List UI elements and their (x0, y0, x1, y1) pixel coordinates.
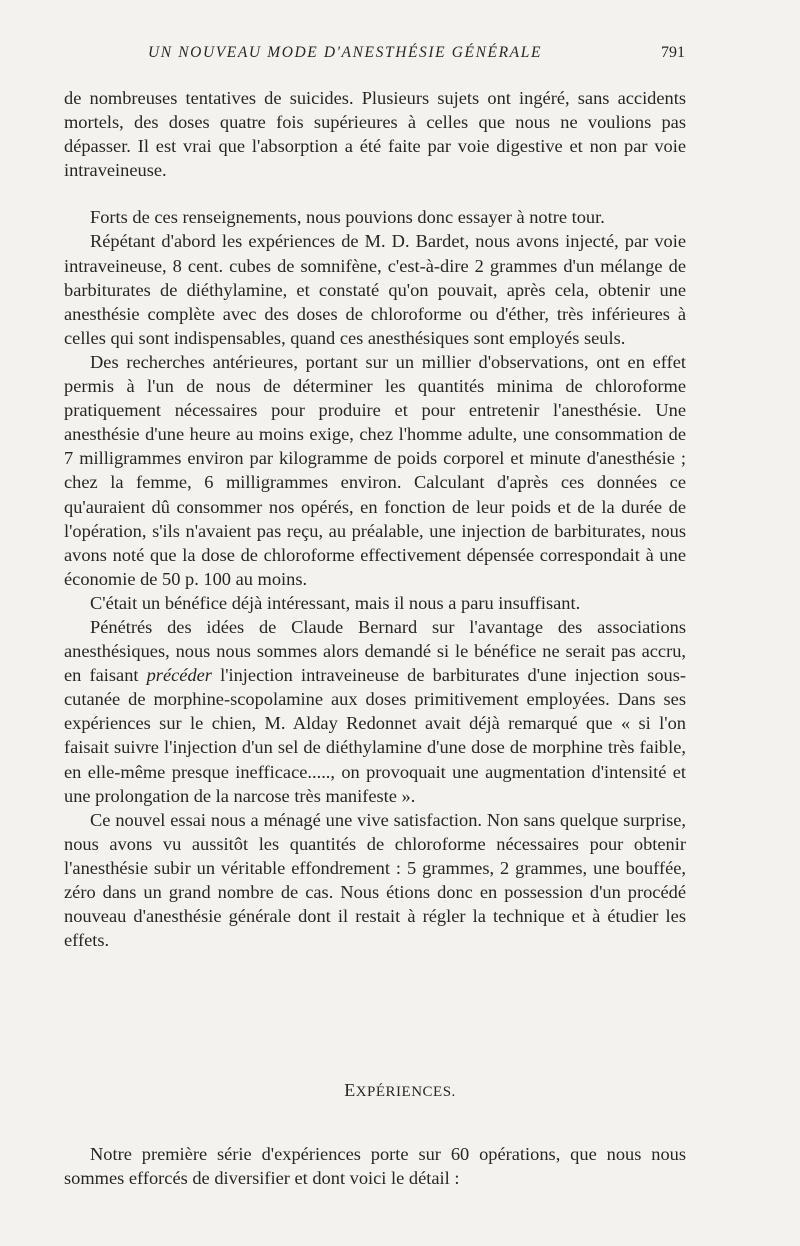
paragraph-6-part-2: l'injection intraveineuse de barbiturates d'une injection sous-cutanée de morphine-scopolamine aux doses primitivement employées. Dans ses expériences sur le chien, M. Alday Redonnet avait déjà remarqué que « si l'on faisait suivre l'injection d'un sel de diéthylamine d'une dose de morphine très faible, en elle-même presque inefficace....., on provoquait une augmentation d'intensité et une prolongation de la narcose très manifeste ». (64, 665, 686, 806)
paragraph-6 (64, 615, 686, 808)
closing-text (64, 1142, 686, 1190)
paragraph-2: Forts de ces renseignements, nous pouvions donc essayer à notre tour. (90, 207, 605, 228)
paragraph-7: Ce nouvel essai nous a ménagé une vive satisfaction. Non sans quelque surprise, nous avons vu aussitôt les quantités de chloroforme nécessaires pour obtenir l'anesthésie subir un véritable effondrement : 5 grammes, 2 grammes, une bouffée, zéro dans un grand nombre de cas. Nous étions donc en possession d'un procédé nouveau d'anesthésie générale dont il restait à régler la technique et à étudier les effets. (64, 809, 686, 951)
section-title (0, 1080, 800, 1101)
paragraph-6-part-1: Pénétrés des idées de Claude Bernard sur l'avantage des associations anesthésiques, nous nous sommes alors demandé si le bénéfice ne serait pas accru, en faisant (64, 616, 686, 686)
running-header: UN NOUVEAU MODE D'ANESTHÉSIE GÉNÉRALE (148, 44, 543, 61)
paragraph-8: Notre première série d'expériences porte sur 60 opérations, que nous nous sommes efforcés de diversifier et dont voici le détail : (64, 1144, 686, 1189)
emphasis-precéder: précéder (146, 665, 212, 686)
paragraph-3: Répétant d'abord les expériences de M. D. Bardet, nous avons injecté, par voie intraveineuse, 8 cent. cubes de somnifène, c'est-à-dire 2 grammes d'un mélange de barbiturates de diéthylamine, et constaté qu'on pouvait, après cela, obtenir une anesthésie complète avec des doses de chloroforme ou d'éther, très inférieures à celles qui sont indispensables, quand ces anesthésiques sont employés seuls. (64, 231, 686, 348)
paragraph-5: C'était un bénéfice déjà intéressant, mais il nous a paru insuffisant. (90, 592, 581, 613)
paragraph-4: Des recherches antérieures, portant sur un millier d'observations, ont en effet permis à l'un de nous de déterminer les quantités minima de chloroforme pratiquement nécessaires pour produire et pour entretenir l'anesthésie. Une anesthésie d'une heure au moins exige, chez l'homme adulte, une consommation de 7 milligrammes environ par kilogramme de poids corporel et minute d'anesthésie ; chez la femme, 6 milligrammes environ. Calculant d'après ces données ce qu'auraient dû consommer nos opérés, en fonction de leur poids et de la durée de l'opération, s'ils n'avaient pas reçu, au préalable, une injection de barbiturates, nous avons noté que la dose de chloroforme effectivement dépensée correspondait à une économie de 50 p. 100 au moins. (64, 351, 686, 589)
paragraph-1: de nombreuses tentatives de suicides. Plusieurs sujets ont ingéré, sans accidents mortels, des doses quatre fois supérieures à celles que nous ne voulions pas dépasser. Il est vrai que l'absorption a été faite par voie digestive et non par voie intraveineuse. (64, 88, 686, 181)
page-number: 791 (661, 44, 685, 61)
section-title-initial: E (344, 1080, 356, 1100)
section-title-rest: XPÉRIENCES. (355, 1084, 456, 1100)
body-text (64, 86, 686, 952)
